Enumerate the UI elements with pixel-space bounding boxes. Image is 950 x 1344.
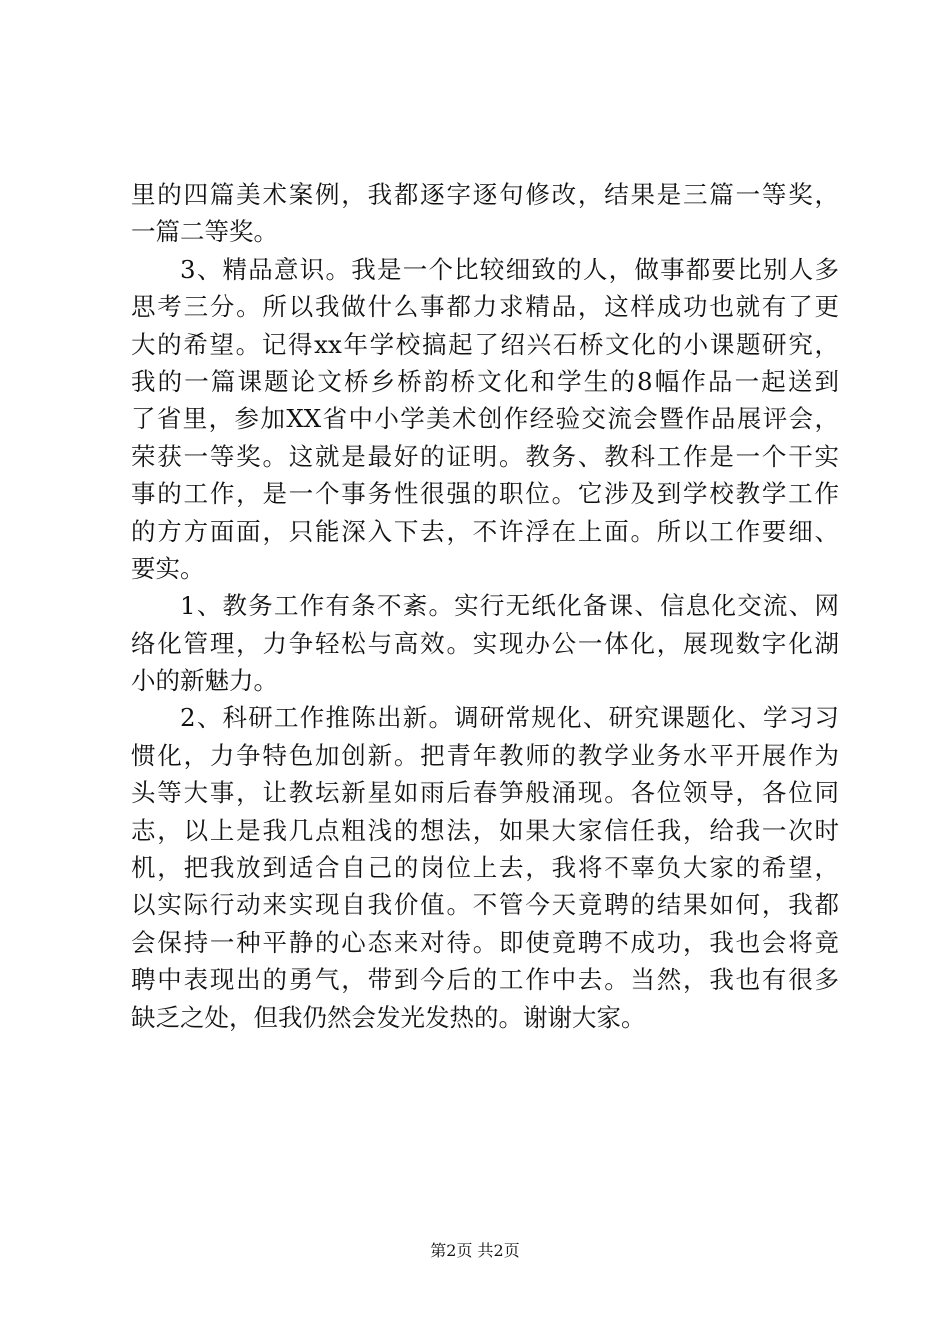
text-line: 的方方面面，只能深入下去，不许浮在上面。所以工作要细、 [131, 516, 839, 546]
text-line: 一篇二等奖。 [131, 217, 278, 247]
text-line: 惯化，力争特色加创新。把青年教师的教学业务水平开展作为 [131, 740, 839, 770]
text-line: 1、教务工作有条不紊。实行无纸化备课、信息化交流、网 [180, 591, 839, 621]
text-line: 志，以上是我几点粗浅的想法，如果大家信任我，给我一次时 [131, 815, 839, 845]
text-line: 会保持一种平静的心态来对待。即使竟聘不成功，我也会将竟 [131, 927, 839, 957]
text-line: 2、科研工作推陈出新。调研常规化、研究课题化、学习习 [180, 703, 839, 733]
text-line: 事的工作，是一个事务性很强的职位。它涉及到学校教学工作 [131, 479, 839, 509]
text-line: 思考三分。所以我做什么事都力求精品，这样成功也就有了更 [131, 292, 839, 322]
text-line: 络化管理，力争轻松与高效。实现办公一体化，展现数字化湖 [131, 628, 839, 658]
text-line: 了省里，参加XX省中小学美术创作经验交流会暨作品展评会， [131, 404, 839, 434]
text-line: 要实。 [131, 553, 205, 583]
text-line: 小的新魅力。 [131, 666, 278, 696]
text-line: 聘中表现出的勇气，带到今后的工作中去。当然，我也有很多 [131, 965, 839, 995]
text-line: 以实际行动来实现自我价值。不管今天竟聘的结果如何，我都 [131, 890, 839, 920]
page-footer [0, 1241, 950, 1261]
text-line: 缺乏之处，但我仍然会发光发热的。谢谢大家。 [131, 1002, 646, 1032]
text-line: 头等大事，让教坛新星如雨后春笋般涌现。各位领导，各位同 [131, 778, 839, 808]
page-number-label: 第2页 共2页 [430, 1241, 520, 1260]
document-body [131, 176, 839, 1036]
text-line: 3、精品意识。我是一个比较细致的人，做事都要比别人多 [180, 254, 839, 284]
text-line: 我的一篇课题论文桥乡桥韵桥文化和学生的8幅作品一起送到 [131, 366, 839, 396]
text-line: 大的希望。记得xx年学校搞起了绍兴石桥文化的小课题研究， [131, 329, 839, 359]
text-line: 机，把我放到适合自己的岗位上去，我将不辜负大家的希望， [131, 853, 839, 883]
text-line: 荣获一等奖。这就是最好的证明。教务、教科工作是一个干实 [131, 441, 839, 471]
text-line: 里的四篇美术案例，我都逐字逐句修改，结果是三篇一等奖， [131, 180, 839, 209]
